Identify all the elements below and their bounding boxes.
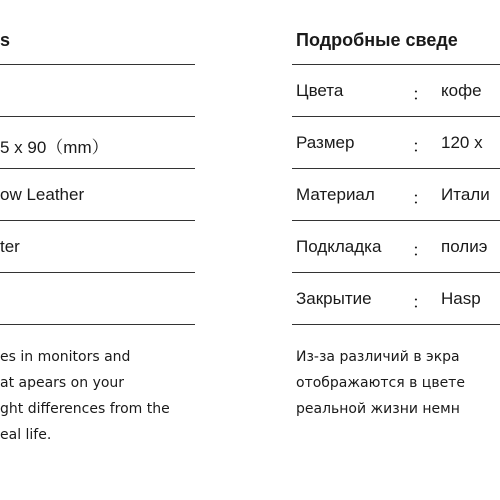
disclaimer-line: Из-за различий в экра	[296, 349, 460, 365]
spec-value-size: 5 x 90（mm）	[0, 138, 109, 157]
spec-row-size	[296, 118, 500, 168]
divider	[0, 220, 195, 221]
spec-row-material	[0, 170, 195, 220]
spec-label-lining: Подкладка	[296, 237, 382, 256]
disclaimer-line: eal life.	[0, 427, 52, 443]
color-disclaimer-russian	[296, 344, 465, 422]
spec-value-lining: ter	[0, 237, 20, 256]
spec-row-color	[296, 66, 500, 116]
spec-row-closure	[296, 274, 500, 324]
color-disclaimer-english	[0, 344, 170, 448]
panel-title-english: s	[0, 30, 11, 50]
panel-title-russian: Подробные сведе	[296, 30, 458, 50]
disclaimer-line: отображаются в цвете	[296, 375, 465, 391]
spec-separator: ：	[412, 85, 429, 104]
disclaimer-line: at apears on your	[0, 375, 125, 391]
spec-value-material: Итали	[441, 185, 490, 204]
divider	[292, 168, 500, 169]
divider	[0, 64, 195, 65]
spec-label-size: Размер	[296, 133, 355, 152]
spec-row-material	[296, 170, 500, 220]
divider	[0, 168, 195, 169]
spec-label-material: Материал	[296, 185, 375, 204]
disclaimer-line: ght differences from the	[0, 401, 170, 417]
spec-row-size	[0, 118, 195, 168]
divider	[292, 324, 500, 325]
divider	[292, 220, 500, 221]
spec-value-lining: полиэ	[441, 237, 488, 256]
spec-row-lining	[296, 222, 500, 272]
spec-separator: ：	[412, 241, 429, 260]
spec-row-lining	[0, 222, 195, 272]
disclaimer-line: реальной жизни немн	[296, 401, 460, 417]
spec-row-color	[0, 66, 195, 116]
disclaimer-line: es in monitors and	[0, 349, 131, 365]
spec-separator: ：	[412, 293, 429, 312]
spec-value-closure: Hasp	[441, 289, 481, 308]
divider	[0, 324, 195, 325]
spec-label-color: Цвета	[296, 81, 344, 100]
divider	[0, 116, 195, 117]
spec-separator: ：	[412, 189, 429, 208]
spec-value-size: 120 x	[441, 133, 483, 152]
divider	[292, 116, 500, 117]
spec-value-material: ow Leather	[0, 185, 85, 204]
spec-row-closure	[0, 274, 195, 324]
spec-separator: ：	[412, 137, 429, 156]
divider	[292, 272, 500, 273]
divider	[292, 64, 500, 65]
divider	[0, 272, 195, 273]
spec-label-closure: Закрытие	[296, 289, 372, 308]
spec-value-color: кофе	[441, 81, 482, 100]
